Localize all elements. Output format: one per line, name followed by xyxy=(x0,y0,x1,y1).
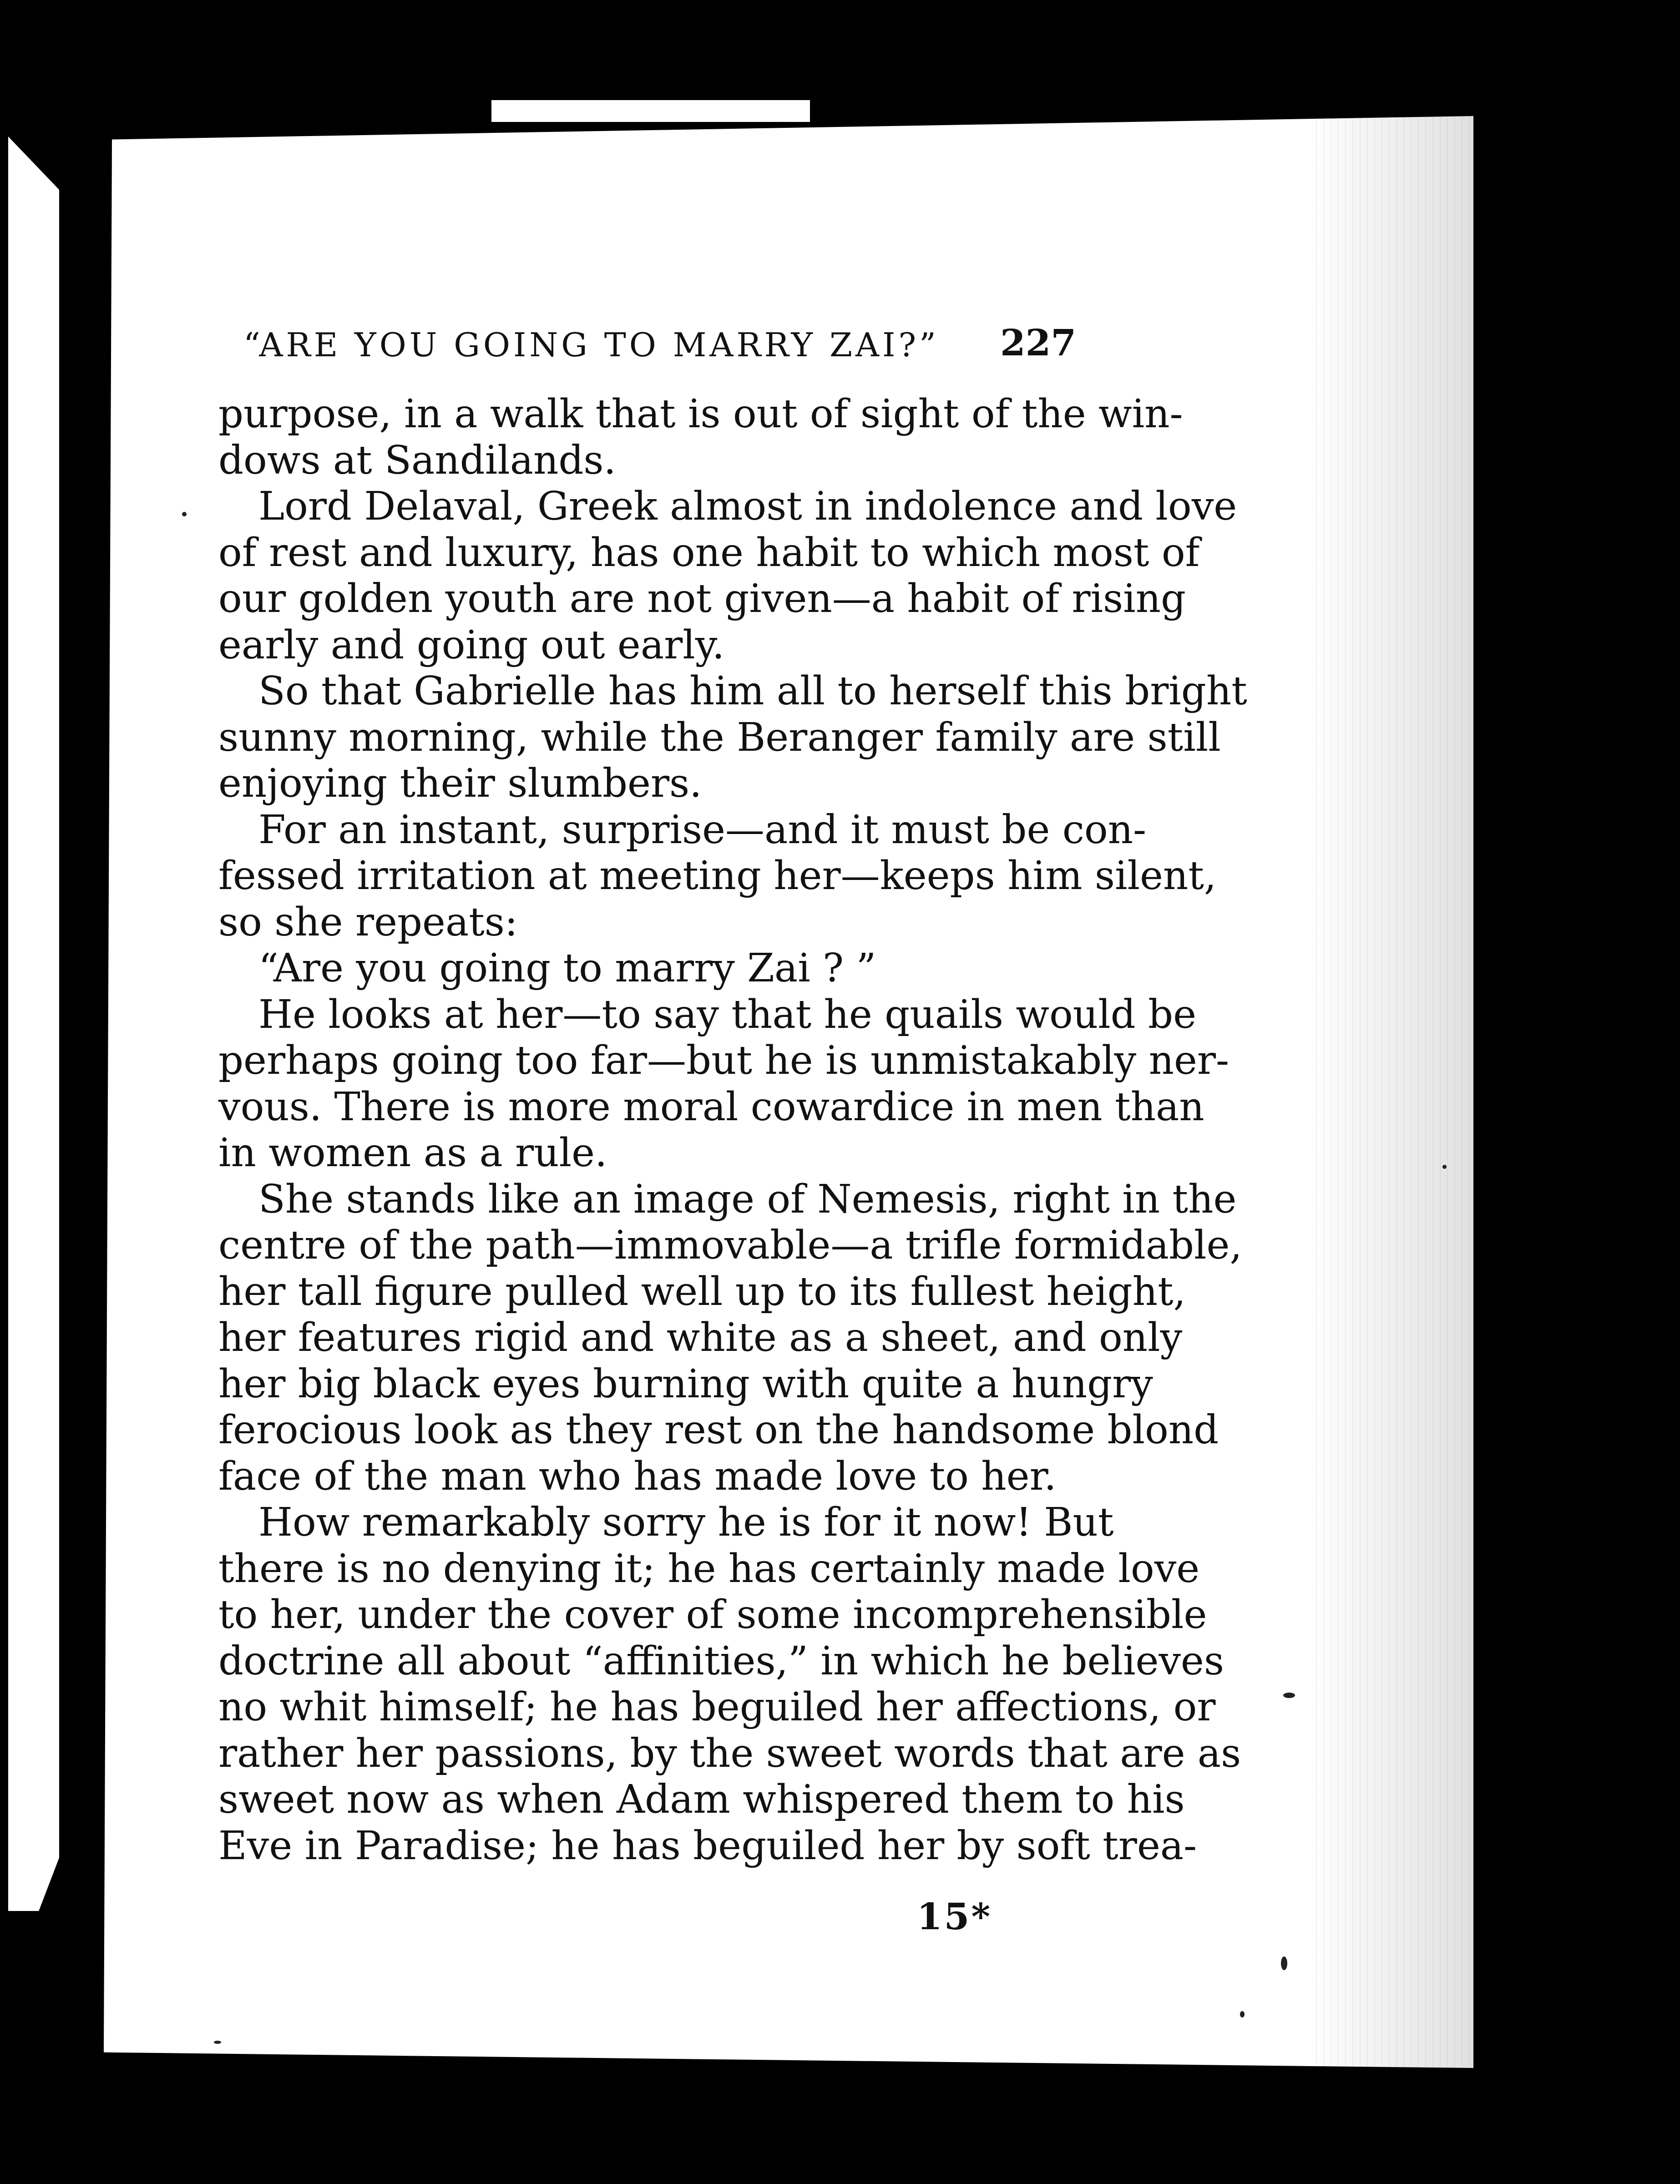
text-line: enjoying their slumbers. xyxy=(218,761,702,806)
left-page-edge xyxy=(8,136,59,1911)
text-line: sunny morning, while the Beranger family are still xyxy=(218,714,1221,760)
text-line: in women as a rule. xyxy=(218,1130,607,1176)
text-line: her tall figure pulled well up to its fullest height, xyxy=(218,1269,1186,1314)
text-line: so she repeats: xyxy=(218,899,518,945)
text-line: Lord Delaval, Greek almost in indolence and love xyxy=(258,484,1237,529)
scan-speck xyxy=(1240,2011,1245,2017)
text-line: to her, under the cover of some incomprehensible xyxy=(218,1592,1207,1638)
text-line: ferocious look as they rest on the handsome blond xyxy=(218,1407,1219,1453)
text-line: How remarkably sorry he is for it now! But xyxy=(258,1500,1114,1545)
text-line: perhaps going too far—but he is unmistakably ner- xyxy=(218,1038,1230,1083)
text-line: rather her passions, by the sweet words that are as xyxy=(218,1730,1241,1776)
text-line: purpose, in a walk that is out of sight of the win- xyxy=(218,391,1183,437)
text-line: of rest and luxury, has one habit to which most of xyxy=(218,530,1200,576)
text-line: So that Gabrielle has him all to herself this bright xyxy=(258,668,1247,714)
text-line: dows at Sandilands. xyxy=(218,437,616,483)
scan-speck xyxy=(182,512,187,516)
text-line: centre of the path—immovable—a trifle formidable, xyxy=(218,1223,1242,1268)
running-head-title: “ARE YOU GOING TO MARRY ZAI?” xyxy=(243,326,939,364)
text-line: Eve in Paradise; he has beguiled her by soft trea- xyxy=(218,1823,1197,1869)
scan-speck xyxy=(1283,1693,1295,1698)
text-line: He looks at her—to say that he quails would be xyxy=(258,991,1196,1037)
text-line: face of the man who has made love to her. xyxy=(218,1453,1057,1499)
page-margin-shading xyxy=(1310,116,1473,2068)
text-line: fessed irritation at meeting her—keeps him silent, xyxy=(218,853,1217,899)
text-line: her big black eyes burning with quite a hungry xyxy=(218,1361,1153,1407)
text-line: “Are you going to marry Zai ? ” xyxy=(258,945,876,991)
scan-speck xyxy=(214,2041,221,2044)
text-line: early and going out early. xyxy=(218,622,725,668)
signature-mark: 15* xyxy=(917,1895,992,1938)
text-line: her features rigid and white as a sheet, and only xyxy=(218,1315,1183,1360)
text-line: doctrine all about “affinities,” in which he believes xyxy=(218,1638,1224,1684)
text-line: there is no denying it; he has certainly made love xyxy=(218,1546,1200,1592)
scan-speck xyxy=(1442,1165,1447,1169)
running-head xyxy=(243,309,1076,364)
scan-speck xyxy=(1281,1956,1287,1970)
page-number: 227 xyxy=(1000,321,1076,364)
text-line: our golden youth are not given—a habit of rising xyxy=(218,576,1186,622)
text-line: She stands like an image of Nemesis, right in the xyxy=(258,1176,1237,1222)
text-line: For an instant, surprise—and it must be con- xyxy=(258,807,1147,853)
text-line: vous. There is more moral cowardice in men than xyxy=(218,1084,1204,1130)
body-text xyxy=(218,391,1247,1869)
top-page-edge xyxy=(491,100,810,122)
text-line: sweet now as when Adam whispered them to his xyxy=(218,1777,1185,1822)
text-line: no whit himself; he has beguiled her affections, or xyxy=(218,1684,1216,1730)
